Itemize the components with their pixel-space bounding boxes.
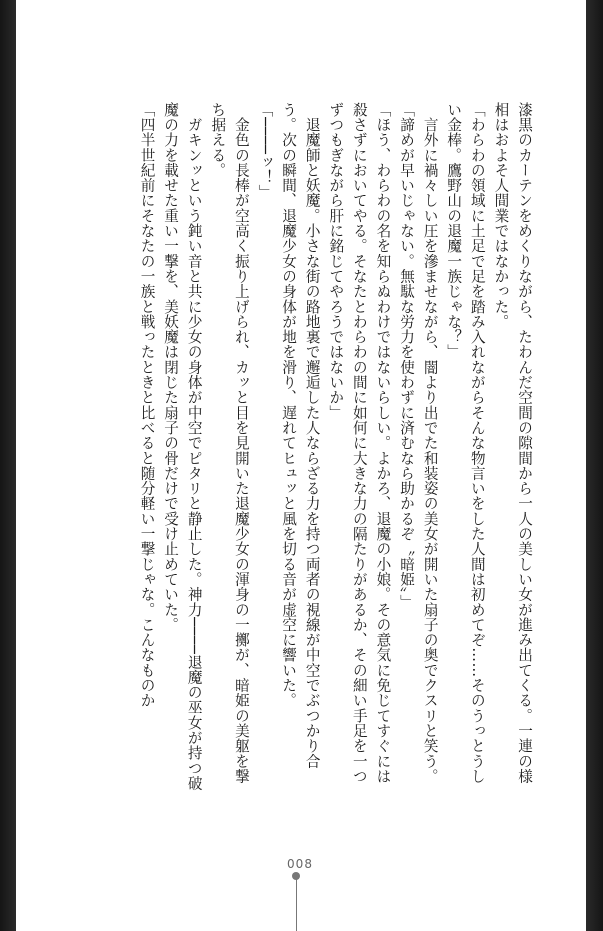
folio-line bbox=[296, 874, 297, 931]
paragraph: 「諦めが早いじゃない。無駄な労力を使わずに済むなら助かるぞ〝暗姫〟」 bbox=[398, 102, 416, 610]
paragraph: 金色の長棒が空高く振り上げられ、カッと目を見開いた退魔少女の渾身の一擲が、暗姫の美躯を撃ち据える。 bbox=[209, 102, 250, 784]
left-page-edge bbox=[0, 0, 16, 931]
paragraph: 「四半世紀前にそなたの一族と戦ったときと比べると随分軽い一撃じゃな。こんなものか bbox=[138, 102, 156, 708]
paragraph: ガキンッという鈍い音と共に少女の身体が中空でピタリと静止した。神力────退魔の巫女が持つ破魔の力を載せた重い一撃を、美妖魔は閉じた扇子の骨だけで受け止めていた。 bbox=[162, 102, 203, 791]
paragraph: 「わらわの領域に土足で足を踏み入れながらそんな物言いをした人間は初めてぞ……そのうっとうしい金棒。鷹野山の退魔一族じゃな？」 bbox=[445, 102, 486, 784]
right-page-edge bbox=[586, 0, 603, 931]
paragraph: 漆黒のカーテンをめくりながら、たわんだ空間の隙間から一人の美しい女が進み出てくる。一連の様相はおよそ人間業ではなかった。 bbox=[492, 102, 533, 784]
body-text bbox=[138, 102, 536, 798]
paragraph: 言外に禍々しい圧を滲ませながら、闇より出でた和装姿の美女が開いた扇子の奥でクスリと笑う。 bbox=[421, 102, 439, 784]
paragraph: 退魔師と妖魔。小さな街の路地裏で邂逅した人ならざる力を持つ両者の視線が中空でぶつかり合う。次の瞬間、退魔少女の身体が地を滑り、遅れてヒュッと風を切る音が虚空に響いた。 bbox=[280, 102, 321, 769]
paragraph: 「────ッ！」 bbox=[256, 102, 274, 200]
paragraph: 「ほう、わらわの名を知らぬわけではないらしい。よかろ、退魔の小娘。その意気に免じてすぐには殺さずにおいてやる。そなたとわらわの間に如何に大きな力の隔たりがあるか、その細い手足を一つずつもぎながら肝に銘じてやろうではないか」 bbox=[327, 102, 392, 784]
page-number: 008 bbox=[287, 857, 313, 871]
